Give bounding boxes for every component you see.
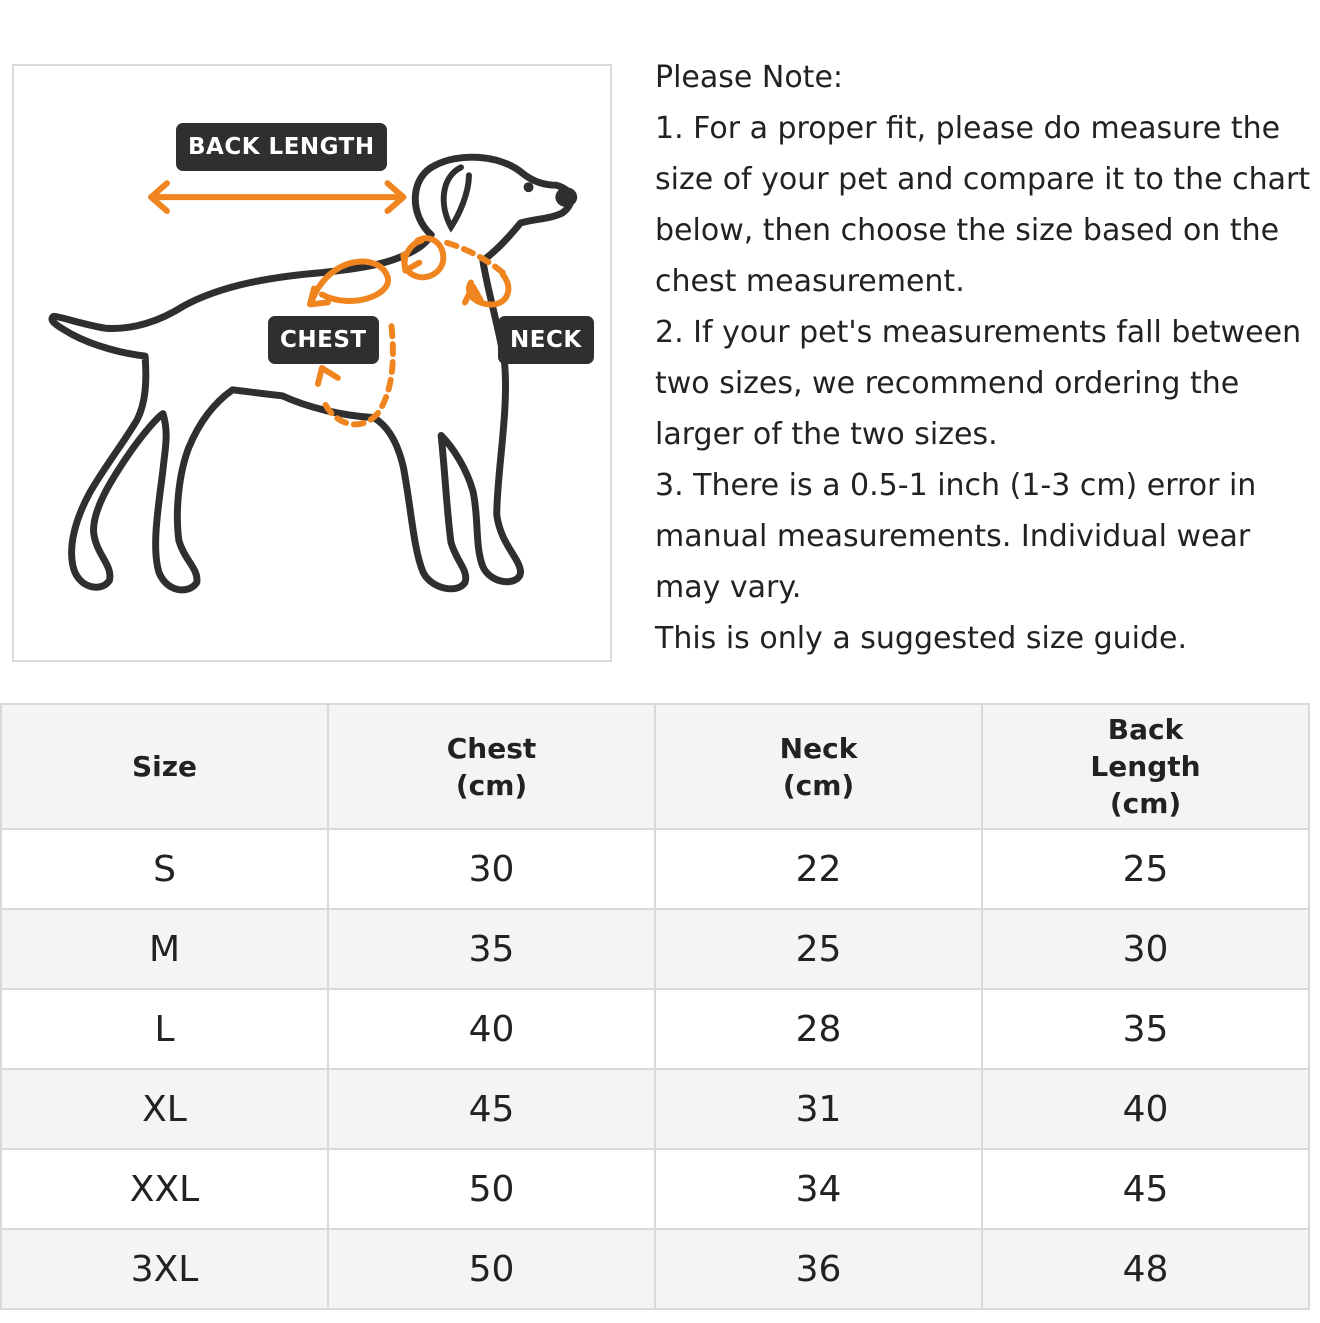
header-line: Back (1107, 713, 1184, 746)
back-length-label: BACK LENGTH (176, 123, 387, 171)
header-chest (328, 704, 655, 829)
cell-size: 3XL (1, 1229, 328, 1309)
note-line: larger of the two sizes. (655, 417, 998, 452)
cell-neck: 25 (655, 909, 982, 989)
back-length-arrow (151, 183, 403, 211)
cell-chest: 35 (328, 909, 655, 989)
header-line: (cm) (782, 768, 855, 802)
chest-label: CHEST (268, 316, 379, 364)
cell-neck: 36 (655, 1229, 982, 1309)
header-line: Length (1090, 750, 1201, 783)
note-line: two sizes, we recommend ordering the (655, 366, 1240, 401)
note-line: manual measurements. Individual wear (655, 519, 1251, 554)
cell-back-length: 40 (982, 1069, 1309, 1149)
cell-chest: 40 (328, 989, 655, 1069)
dog-measurement-diagram (12, 64, 612, 662)
header-line: Neck (779, 731, 858, 765)
header-neck (655, 704, 982, 829)
cell-chest: 30 (328, 829, 655, 909)
header-line: Size (131, 750, 198, 783)
table-row (1, 1149, 1309, 1229)
cell-neck: 31 (655, 1069, 982, 1149)
cell-neck: 34 (655, 1149, 982, 1229)
cell-neck: 22 (655, 829, 982, 909)
cell-size: XL (1, 1069, 328, 1149)
dog-eye (524, 182, 534, 192)
header-line: Chest (446, 731, 537, 765)
neck-label: NECK (498, 316, 594, 364)
dog-outline (52, 157, 571, 590)
note-line: This is only a suggested size guide. (655, 621, 1188, 656)
cell-size: M (1, 909, 328, 989)
cell-back-length: 45 (982, 1149, 1309, 1229)
cell-back-length: 25 (982, 829, 1309, 909)
note-line: Please Note: (655, 60, 844, 95)
table-row (1, 829, 1309, 909)
header-line: (cm) (1109, 787, 1182, 820)
note-line: may vary. (655, 570, 802, 605)
cell-neck: 28 (655, 989, 982, 1069)
cell-chest: 50 (328, 1149, 655, 1229)
size-chart-table (0, 703, 1310, 1310)
table-row (1, 1229, 1309, 1309)
note-line: 3. There is a 0.5-1 inch (1-3 cm) error in (655, 468, 1257, 503)
cell-back-length: 35 (982, 989, 1309, 1069)
please-note-text (655, 52, 1315, 664)
cell-chest: 45 (328, 1069, 655, 1149)
cell-chest: 50 (328, 1229, 655, 1309)
cell-size: XXL (1, 1149, 328, 1229)
header-line: (cm) (455, 768, 528, 802)
note-line: size of your pet and compare it to the chart (655, 162, 1311, 197)
cell-size: S (1, 829, 328, 909)
header-back-length (982, 704, 1309, 829)
note-line: chest measurement. (655, 264, 965, 299)
dog-nose (555, 187, 577, 207)
header-size (1, 704, 328, 829)
table-header-row (1, 704, 1309, 829)
table-row (1, 909, 1309, 989)
note-line: 2. If your pet's measurements fall between (655, 315, 1302, 350)
table-row (1, 1069, 1309, 1149)
note-line: below, then choose the size based on the (655, 213, 1280, 248)
cell-size: L (1, 989, 328, 1069)
note-line: 1. For a proper fit, please do measure the (655, 111, 1281, 146)
cell-back-length: 48 (982, 1229, 1309, 1309)
cell-back-length: 30 (982, 909, 1309, 989)
table-row (1, 989, 1309, 1069)
